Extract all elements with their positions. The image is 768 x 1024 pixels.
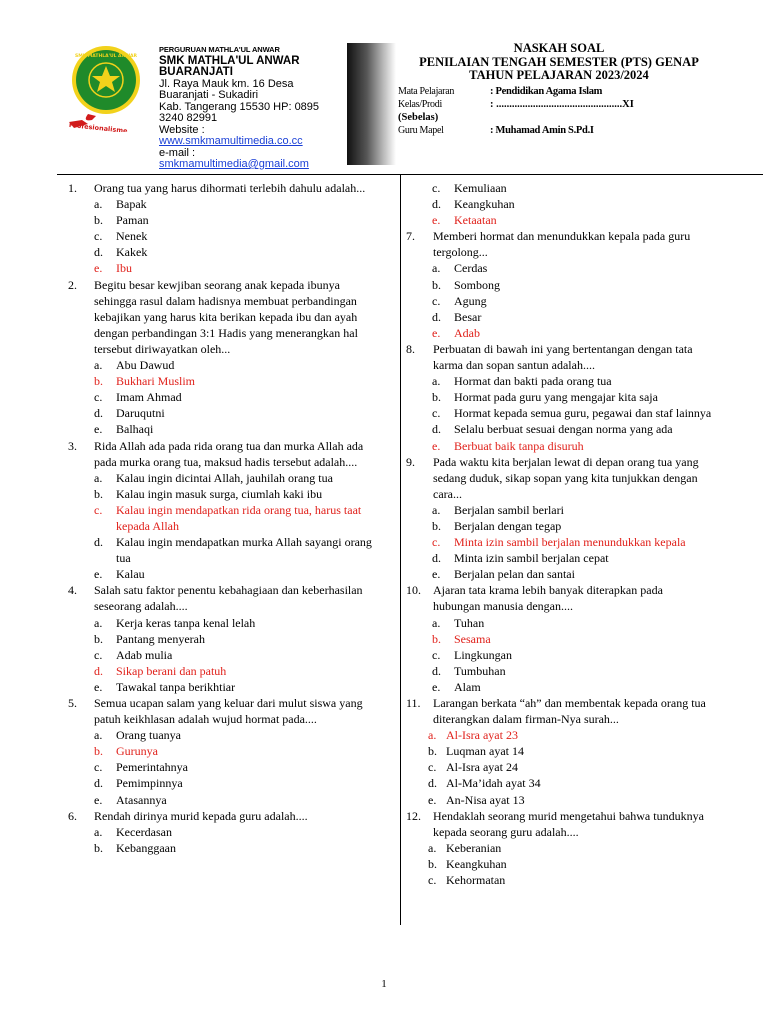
option-letter: b.	[94, 840, 103, 855]
option-letter: b.	[94, 486, 103, 501]
question-text: Rida Allah ada pada rida orang tua dan murka Allah ada pada murka orang tua, maksud hadis tersebut adalah....	[94, 438, 364, 469]
website-link[interactable]: www.smkmamultimedia.co.cc	[159, 135, 303, 147]
questions-right-column	[406, 180, 712, 888]
option-letter: c.	[94, 760, 103, 775]
option-text: Kerja keras tanpa kenal lelah	[116, 615, 256, 630]
answer-option	[68, 824, 380, 840]
question-text: Salah satu faktor penentu kebahagiaan dan keberhasilan seseorang adalah....	[94, 583, 363, 614]
answer-option	[68, 470, 380, 486]
option-letter: e.	[94, 792, 103, 807]
question-text: Pada waktu kita berjalan lewat di depan orang tua yang sedang duduk, sikap sopan yang kita tunjukkan dengan cara...	[433, 454, 699, 501]
option-letter: d.	[94, 245, 103, 260]
option-letter: a.	[94, 615, 103, 630]
questions-left-column	[68, 180, 380, 856]
option-letter: c.	[432, 293, 441, 308]
option-letter: e.	[428, 792, 437, 807]
answer-option	[406, 260, 712, 276]
option-text: Lingkungan	[454, 647, 512, 662]
answer-option	[406, 615, 712, 631]
question-number: 5.	[68, 696, 77, 710]
option-text: Abu Dawud	[116, 358, 175, 373]
answer-option	[406, 743, 712, 759]
question	[406, 695, 712, 727]
teacher-value: : Muhamad Amin S.Pd.I	[490, 125, 594, 136]
option-letter: b.	[432, 277, 441, 292]
exam-title-line-1: NASKAH SOAL	[513, 41, 605, 55]
option-text: Ketaatan	[454, 213, 497, 228]
option-letter: a.	[432, 261, 441, 276]
option-letter: b.	[432, 518, 441, 533]
question-number: 8.	[406, 341, 415, 356]
answer-option	[68, 389, 380, 405]
answer-option	[406, 405, 712, 421]
option-text: Keangkuhan	[454, 197, 515, 212]
answer-option	[406, 647, 712, 663]
question-number: 6.	[68, 808, 77, 823]
answer-option-correct	[406, 534, 712, 550]
option-text: Keberanian	[446, 840, 502, 855]
answer-option	[406, 679, 712, 695]
option-letter: c.	[432, 181, 441, 195]
address-line-2: Buaranjati - Sukadiri	[159, 89, 259, 101]
option-letter: a.	[432, 615, 441, 630]
option-letter: b.	[94, 374, 103, 389]
option-letter: e.	[94, 261, 103, 276]
option-letter: a.	[428, 840, 437, 855]
website-label: Website :	[159, 123, 205, 136]
option-letter: d.	[432, 309, 441, 324]
answer-option	[68, 679, 380, 695]
answer-option	[406, 309, 712, 325]
question-text: Orang tua yang harus dihormati terlebih dahulu adalah...	[94, 181, 366, 195]
answer-option	[68, 486, 380, 502]
question	[406, 228, 712, 260]
email-link[interactable]: smkmamultimedia@gmail.com	[159, 158, 309, 170]
option-text: Hormat dan bakti pada orang tua	[454, 374, 612, 389]
answer-option	[68, 212, 380, 228]
answer-option	[68, 534, 380, 566]
question-number: 1.	[68, 181, 77, 195]
answer-option	[406, 856, 712, 872]
option-text: Tawakal tanpa berikhtiar	[116, 679, 236, 694]
question-number: 12.	[406, 808, 421, 823]
option-text: Berjalan sambil berlari	[454, 502, 564, 517]
header-gradient-bar	[347, 43, 396, 165]
option-text: Alam	[454, 679, 481, 694]
school-logo	[66, 44, 150, 132]
option-letter: e.	[432, 567, 441, 582]
answer-option-correct	[68, 743, 380, 759]
question	[406, 582, 712, 614]
question	[68, 695, 380, 727]
option-text: Kalau ingin masuk surga, ciumlah kaki ibu	[116, 486, 323, 501]
answer-option	[68, 196, 380, 212]
answer-option	[68, 647, 380, 663]
option-text: Kalau ingin mendapatkan rida orang tua, harus taat kepada Allah	[116, 502, 362, 533]
answer-option	[406, 759, 712, 775]
answer-option	[68, 615, 380, 631]
option-text: Tumbuhan	[454, 663, 506, 678]
answer-option	[68, 421, 380, 437]
option-text: Paman	[116, 213, 149, 228]
class-note: (Sebelas)	[398, 112, 439, 123]
option-letter: e.	[94, 567, 103, 582]
option-letter: b.	[428, 856, 437, 871]
exam-title-line-3: TAHUN PELAJARAN 2023/2024	[469, 68, 649, 82]
logo-text: SMK MATHLA'UL ANWAR	[75, 54, 137, 59]
answer-option-correct	[406, 727, 712, 743]
option-letter: b.	[432, 631, 441, 646]
question-text: Semua ucapan salam yang keluar dari mulut siswa yang patuh keikhlasan adalah wujud hormat pada....	[94, 696, 363, 727]
option-letter: a.	[432, 502, 441, 517]
answer-option	[406, 566, 712, 582]
option-text: Hormat pada guru yang mengajar kita saja	[454, 390, 658, 405]
question	[68, 277, 380, 357]
question	[406, 808, 712, 840]
option-letter: a.	[94, 470, 103, 485]
option-text: Bukhari Muslim	[116, 374, 196, 389]
option-text: Berjalan pelan dan santai	[454, 567, 575, 582]
option-letter: d.	[432, 551, 441, 566]
answer-option	[406, 663, 712, 679]
address-line-3: Kab. Tangerang 15530 HP: 0895	[159, 100, 320, 113]
option-letter: a.	[428, 728, 437, 743]
option-letter: e.	[94, 422, 103, 437]
answer-option	[406, 196, 712, 212]
answer-option	[406, 180, 712, 196]
question-text: Begitu besar kewjiban seorang anak kepada ibunya sehingga rasul dalam hadisnya membuat perbandingan kebajikan yang harus kita berikan kepada ibu dan ayah dengan perbandingan 3:1 Hadis yang menerangkan hal tersebut diriwayatkan oleh...	[94, 277, 358, 356]
option-text: Al-Ma’idah ayat 34	[446, 776, 541, 791]
answer-option	[68, 405, 380, 421]
option-text: Cerdas	[454, 261, 488, 276]
option-letter: c.	[432, 535, 441, 550]
option-letter: d.	[94, 776, 103, 791]
option-letter: a.	[94, 197, 103, 212]
option-text: Bapak	[116, 197, 147, 212]
exam-meta	[398, 85, 728, 137]
foundation-name: PERGURUAN MATHLA'UL ANWAR	[159, 45, 280, 54]
answer-option	[68, 631, 380, 647]
question-number: 11.	[406, 696, 421, 710]
phone-line: 3240 82991	[159, 112, 218, 124]
option-letter: e.	[432, 325, 441, 340]
question-text: Rendah dirinya murid kepada guru adalah....	[94, 808, 308, 823]
option-text: Kalau	[116, 567, 145, 582]
answer-option	[406, 792, 712, 808]
option-letter: d.	[428, 776, 437, 791]
option-text: Kebanggaan	[116, 840, 176, 855]
answer-option	[68, 727, 380, 743]
answer-option	[68, 775, 380, 791]
option-text: Berjalan dengan tegap	[454, 518, 562, 533]
answer-option	[406, 293, 712, 309]
option-letter: c.	[428, 873, 437, 888]
class-label: Kelas/Prodi	[398, 99, 442, 110]
option-letter: d.	[94, 406, 103, 421]
option-letter: a.	[94, 824, 103, 839]
school-location: BUARANJATI	[159, 66, 233, 78]
answer-option	[68, 792, 380, 808]
school-name: SMK MATHLA'UL ANWAR	[159, 54, 300, 67]
answer-option-correct	[68, 502, 380, 534]
question	[406, 341, 712, 373]
option-text: Ibu	[116, 261, 132, 276]
answer-option-correct	[406, 438, 712, 454]
teacher-label: Guru Mapel	[398, 125, 444, 136]
option-text: Orang tuanya	[116, 728, 181, 743]
option-letter: e.	[432, 438, 441, 453]
option-text: Selalu berbuat sesuai dengan norma yang ada	[454, 422, 673, 437]
option-letter: b.	[94, 631, 103, 646]
option-letter: b.	[94, 744, 103, 759]
answer-option	[406, 840, 712, 856]
option-letter: d.	[94, 535, 103, 550]
answer-option	[406, 421, 712, 437]
option-letter: e.	[432, 679, 441, 694]
subject-value: : Pendidikan Agama Islam	[490, 86, 603, 97]
answer-option	[406, 775, 712, 791]
logo-motto: Profesionalisme	[68, 120, 128, 132]
option-letter: c.	[432, 406, 441, 421]
option-text: Nenek	[116, 229, 148, 244]
option-letter: b.	[94, 213, 103, 228]
question-number: 7.	[406, 229, 415, 244]
option-text: Minta izin sambil berjalan cepat	[454, 551, 609, 566]
question	[68, 582, 380, 614]
header-divider	[57, 174, 763, 175]
answer-option	[406, 502, 712, 518]
option-text: Pemerintahnya	[116, 760, 188, 775]
option-text: Sesama	[454, 631, 491, 646]
answer-option	[406, 277, 712, 293]
option-text: Sombong	[454, 277, 501, 292]
option-text: Keangkuhan	[446, 856, 507, 871]
class-value: : ................................................XI	[490, 99, 634, 110]
option-letter: c.	[94, 390, 103, 405]
option-text: Kemuliaan	[454, 181, 507, 195]
answer-option	[68, 759, 380, 775]
subject-label: Mata Pelajaran	[398, 86, 455, 97]
option-letter: a.	[432, 374, 441, 389]
question	[68, 808, 380, 824]
email-label: e-mail :	[159, 146, 196, 159]
option-text: Minta izin sambil berjalan menundukkan kepala	[454, 535, 686, 550]
option-letter: d.	[432, 197, 441, 212]
option-letter: d.	[432, 663, 441, 678]
option-text: Kalau ingin dicintai Allah, jauhilah orang tua	[116, 470, 333, 485]
option-text: Kecerdasan	[116, 824, 172, 839]
question	[406, 454, 712, 502]
option-text: Daruqutni	[116, 406, 165, 421]
school-info	[159, 44, 339, 171]
option-text: Tuhan	[454, 615, 485, 630]
option-text: Balhaqi	[116, 422, 154, 437]
question-text: Perbuatan di bawah ini yang bertentangan dengan tata karma dan sopan santun adalah....	[433, 341, 693, 373]
question-text: Memberi hormat dan menundukkan kepala pada guru tergolong...	[433, 229, 691, 260]
option-letter: b.	[428, 744, 437, 759]
option-text: Adab	[454, 325, 480, 340]
option-letter: c.	[94, 229, 103, 244]
option-text: Agung	[454, 293, 487, 308]
option-text: Gurunya	[116, 744, 158, 759]
option-letter: e.	[432, 213, 441, 228]
answer-option-correct	[406, 325, 712, 341]
answer-option	[68, 244, 380, 260]
answer-option	[68, 357, 380, 373]
column-divider	[400, 175, 401, 925]
question	[68, 180, 380, 196]
answer-option-correct	[406, 631, 712, 647]
option-letter: d.	[432, 422, 441, 437]
answer-option	[406, 872, 712, 888]
option-text: Kalau ingin mendapatkan murka Allah sayangi orang tua	[116, 535, 372, 566]
option-text: Pantang menyerah	[116, 631, 205, 646]
option-text: Hormat kepada semua guru, pegawai dan staf lainnya	[454, 406, 712, 421]
option-text: Luqman ayat 14	[446, 744, 524, 759]
answer-option-correct	[68, 663, 380, 679]
answer-option	[406, 518, 712, 534]
answer-option	[406, 550, 712, 566]
option-text: Adab mulia	[116, 647, 173, 662]
option-letter: c.	[428, 760, 437, 775]
question-text: Ajaran tata krama lebih banyak diterapkan pada hubungan manusia dengan....	[433, 583, 663, 614]
option-letter: b.	[432, 390, 441, 405]
answer-option-correct	[406, 212, 712, 228]
address-line-1: Jl. Raya Mauk km. 16 Desa	[159, 77, 294, 90]
answer-option	[68, 228, 380, 244]
option-text: Sikap berani dan patuh	[116, 663, 227, 678]
option-text: Besar	[454, 309, 482, 324]
exam-title	[398, 42, 720, 83]
option-text: Atasannya	[116, 792, 167, 807]
question-number: 9.	[406, 454, 415, 469]
option-text: Al-Isra ayat 24	[446, 760, 518, 775]
answer-option-correct	[68, 260, 380, 276]
question-number: 4.	[68, 583, 77, 598]
option-letter: a.	[94, 728, 103, 743]
option-text: Kakek	[116, 245, 148, 260]
option-letter: e.	[94, 679, 103, 694]
option-text: Berbuat baik tanpa disuruh	[454, 438, 584, 453]
exam-title-line-2: PENILAIAN TENGAH SEMESTER (PTS) GENAP	[419, 54, 699, 69]
question-text: Larangan berkata “ah” dan membentak kepada orang tua diterangkan dalam firman-Nya surah...	[433, 696, 706, 727]
option-letter: d.	[94, 663, 103, 678]
question	[68, 438, 380, 470]
answer-option	[68, 566, 380, 582]
question-number: 3.	[68, 438, 77, 453]
option-letter: c.	[94, 502, 103, 517]
option-text: An-Nisa ayat 13	[446, 792, 525, 807]
question-number: 2.	[68, 277, 77, 292]
option-text: Pemimpinnya	[116, 776, 183, 791]
option-letter: c.	[94, 647, 103, 662]
option-text: Kehormatan	[446, 873, 506, 888]
answer-option	[406, 373, 712, 389]
answer-option	[406, 389, 712, 405]
option-letter: a.	[94, 358, 103, 373]
answer-option	[68, 840, 380, 856]
page-number: 1	[381, 978, 387, 990]
answer-option-correct	[68, 373, 380, 389]
question-text: Hendaklah seorang murid mengetahui bahwa tunduknya kepada seorang guru adalah....	[433, 808, 704, 839]
option-text: Al-Isra ayat 23	[446, 728, 518, 743]
option-text: Imam Ahmad	[116, 390, 182, 405]
option-letter: c.	[432, 647, 441, 662]
question-number: 10.	[406, 583, 421, 598]
